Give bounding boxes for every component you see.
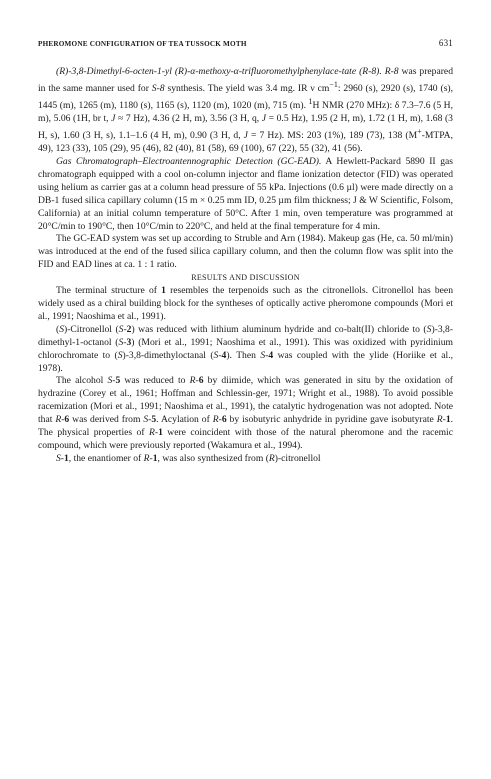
paragraph-r8-synthesis: (R)-3,8-Dimethyl-6-octen-1-yl (R)-α-methoxy-α-trifluoromethylphenylace-tate (R-8). R-8 was prepared in the same manner used for S-8 synthesis. The yield was 3.4 mg. IR ν $cm^{-1}$: 2960 (s), 2920 (s), 1740 (s), 1445 (m), 1265 (m), 1180 (s), 1165 (s), 1120 (m), 1020 (m), 715 (m). $^1$H NMR (270 MHz): δ 7.3–7.6 (5 H, m), 5.06 (1H, br t, J ≈ 7 Hz), 4.36 (2 H, m), 3.56 (3 H, q, J = 0.5 Hz), 1.95 (2 H, m), 1.72 (1 H, m), 1.68 (3 H, s), 1.60 (3 H, s), 1.1–1.6 (4 H, m), 0.90 (3 H, d, J = 7 Hz). MS: 203 (1%), 189 (73), 138 (M+-MTPA, 49), 123 (33), 105 (29), 95 (46), 82 (40), 81 (58), 69 (100), 67 (22), 55 (32), 41 (56). [38, 66, 454, 155]
paragraph-gc-ead-setup: The GC-EAD system was set up according to Struble and Arn (1984). Makeup gas (He, ca. 50 ml/min) was introduced at the end of the fused silica capillary column, and then the column flow was split into the FID and EAD lines at ca. 1 : 1 ratio. [38, 233, 453, 271]
paragraph-enantiomer: S-1, the enantiomer of R-1, was also synthesized from (R)-citronellol [56, 452, 321, 464]
paragraph-gc-ead: Gas Chromatograph–Electroantennographic Detection (GC-EAD). A Hewlett-Packard 5890 II gas chromatograph equipped with a cool on-column injector and flame ionization detector (FID) was operated using helium as carrier gas at a column head pressure of 55 kPa. Injections (0.6 µl) were made directly on a DB-1 fused silica capillary column (15 m × 0.25 mm ID, 0.25 µm film thickness; J & W Scientific, Folsom, California) at an initial column temperature of 50°C. After 1 min, oven temperature was programmed at 20°C/min to 190°C, then 10°C/min to 220°C, and held at the final temperature for 4 min. [38, 156, 453, 232]
body-text [38, 66, 453, 466]
paragraph-citronellol-reduction: (S)-Citronellol (S-2) was reduced with lithium aluminum hydride and co-balt(II) chloride to (S)-3,8-dimethyl-1-octanol (S-3) (Mori et al., 1991; Naoshima et al., 1991). This was oxidized with pyridinium chlorochromate to (S)-3,8-dimethyloctanal (S-4). Then S-4 was coupled with the ylide (Horiike et al., 1978). [38, 323, 454, 374]
running-title: PHEROMONE CONFIGURATION OF TEA TUSSOCK MOTH [38, 40, 247, 48]
running-header [38, 38, 453, 48]
section-heading: RESULTS AND DISCUSSION [191, 273, 300, 283]
paragraph-terminal-structure: The terminal structure of 1 resembles the terpenoids such as the citronellols. Citronellol has been widely used as a chiral building block for the syntheses of optically active pheromone compounds (Mori et al., 1991; Naoshima et al., 1991). [38, 285, 453, 322]
paragraph-alcohol-reduction: The alcohol S-5 was reduced to R-6 by diimide, which was generated in situ by the oxidation of hydrazine (Corey et al., 1961; Hoffman and Schlessin-ger, 1971; Wright et al., 1988). To avoid possible racemization (Mori et al., 1991; Naoshima et al., 1991), the catalytic hydrogenation was not adopted. Note that R-6 was derived from S-5. Acylation of R-6 by isobutyric anhydride in pyridine gave isobutyrate R-1. The physical properties of R-1 were coincident with those of the natural pheromone and the racemic compound, which were previously reported (Wakamura et al., 1994). [38, 375, 454, 451]
page-number: 631 [438, 38, 453, 48]
